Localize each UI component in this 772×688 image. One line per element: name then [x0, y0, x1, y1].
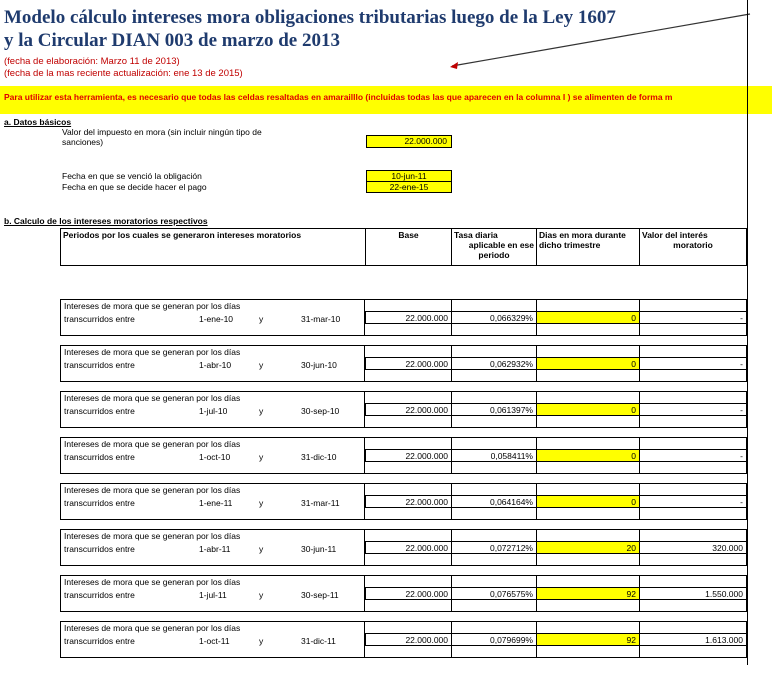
- row-text-2: transcurridos entre: [64, 636, 135, 646]
- row-end-date: 31-mar-11: [301, 498, 340, 508]
- row-y: y: [259, 314, 264, 324]
- row-label: [60, 529, 365, 566]
- row-label: [60, 391, 365, 428]
- banner-text: Para utilizar esta herramienta, es necesario que todas las celdas resaltadas en amarailllo (incluidas todas las que aparecen en la columna I ) se alimenten de forma m: [4, 92, 673, 102]
- row-text-2: transcurridos entre: [64, 590, 135, 600]
- row-text-2: transcurridos entre: [64, 360, 135, 370]
- header-dias: [536, 228, 640, 266]
- vencio-input[interactable]: 10-jun-11: [366, 170, 452, 182]
- dias-input[interactable]: 20: [536, 541, 640, 554]
- row-start-date: 1-oct-10: [199, 452, 231, 462]
- dias-input[interactable]: 0: [536, 311, 640, 324]
- header-dias-line-1: Dias en mora durante: [539, 230, 626, 240]
- row-end-date: 30-jun-10: [301, 360, 337, 370]
- row-y: y: [259, 498, 264, 508]
- impuesto-label-line-1: Valor del impuesto en mora (sin incluir ningún tipo de: [62, 127, 262, 137]
- row-y: y: [259, 636, 264, 646]
- valor-value: 1.613.000: [639, 633, 747, 646]
- vencio-label: Fecha en que se venció la obligación: [62, 171, 202, 181]
- impuesto-input[interactable]: 22.000.000: [366, 135, 452, 148]
- base-value: 22.000.000: [365, 449, 452, 462]
- valor-value: -: [639, 403, 747, 416]
- pago-label: Fecha en que se decide hacer el pago: [62, 182, 207, 192]
- tasa-value: 0,061397%: [451, 403, 537, 416]
- impuesto-label-line-2: sanciones): [62, 137, 104, 147]
- section-a-heading: a. Datos básicos: [4, 117, 72, 127]
- dias-input[interactable]: 0: [536, 449, 640, 462]
- header-periodos: Periodos por los cuales se generaron intereses moratorios: [60, 228, 366, 266]
- row-text-2: transcurridos entre: [64, 544, 135, 554]
- base-value: 22.000.000: [365, 311, 452, 324]
- row-start-date: 1-oct-11: [199, 636, 230, 646]
- base-value: 22.000.000: [365, 403, 452, 416]
- tasa-value: 0,079699%: [451, 633, 537, 646]
- row-text-2: transcurridos entre: [64, 498, 135, 508]
- row-label: [60, 575, 365, 612]
- header-valor-line-1: Valor del interés: [642, 230, 708, 240]
- header-tasa-line-2: aplicable en ese: [468, 240, 534, 250]
- row-label: [60, 345, 365, 382]
- row-text-1: Intereses de mora que se generan por los días: [64, 623, 241, 633]
- row-end-date: 31-mar-10: [301, 314, 341, 324]
- table-row: [60, 575, 747, 612]
- page-title: [4, 6, 616, 52]
- dias-input[interactable]: 92: [536, 587, 640, 600]
- valor-value: -: [639, 357, 747, 370]
- row-start-date: 1-ene-10: [199, 314, 234, 324]
- row-label: [60, 483, 365, 520]
- header-tasa-line-1: Tasa diaria: [454, 230, 498, 240]
- row-end-date: 31-dic-11: [301, 636, 336, 646]
- row-text-1: Intereses de mora que se generan por los días: [64, 347, 241, 357]
- base-value: 22.000.000: [365, 633, 452, 646]
- row-text-1: Intereses de mora que se generan por los días: [64, 393, 241, 403]
- title-line-2: y la Circular DIAN 003 de marzo de 2013: [4, 30, 340, 51]
- dias-input[interactable]: 0: [536, 403, 640, 416]
- right-border-line: [747, 0, 748, 665]
- row-y: y: [259, 406, 264, 416]
- header-base: Base: [365, 228, 452, 266]
- row-start-date: 1-abr-10: [199, 360, 232, 370]
- row-text-1: Intereses de mora que se generan por los días: [64, 439, 241, 449]
- row-start-date: 1-ene-11: [199, 498, 233, 508]
- row-end-date: 30-sep-11: [301, 590, 339, 600]
- row-end-date: 30-jun-11: [301, 544, 337, 554]
- instruction-banner: [0, 86, 772, 114]
- tasa-value: 0,064164%: [451, 495, 537, 508]
- base-value: 22.000.000: [365, 587, 452, 600]
- tasa-value: 0,062932%: [451, 357, 537, 370]
- dias-input[interactable]: 92: [536, 633, 640, 646]
- tasa-value: 0,066329%: [451, 311, 537, 324]
- row-text-1: Intereses de mora que se generan por los días: [64, 577, 241, 587]
- tasa-value: 0,076575%: [451, 587, 537, 600]
- table-row: [60, 299, 747, 336]
- row-end-date: 30-sep-10: [301, 406, 340, 416]
- row-start-date: 1-jul-11: [199, 590, 227, 600]
- base-value: 22.000.000: [365, 495, 452, 508]
- row-text-2: transcurridos entre: [64, 314, 135, 324]
- dias-input[interactable]: 0: [536, 357, 640, 370]
- table-row: [60, 345, 747, 382]
- title-line-1: Modelo cálculo intereses mora obligaciones tributarias luego de la Ley 1607: [4, 7, 616, 28]
- row-text-2: transcurridos entre: [64, 406, 135, 416]
- header-valor-line-2: moratorio: [673, 240, 713, 250]
- valor-value: 320.000: [639, 541, 747, 554]
- table-row: [60, 621, 747, 658]
- impuesto-label: [62, 127, 262, 147]
- pago-input[interactable]: 22-ene-15: [366, 181, 452, 193]
- tasa-value: 0,058411%: [451, 449, 537, 462]
- section-b-heading: b. Calculo de los intereses moratorios respectivos: [4, 216, 208, 226]
- subtitle-elaboracion: (fecha de elaboración: Marzo 11 de 2013): [4, 56, 180, 67]
- row-text-1: Intereses de mora que se generan por los días: [64, 485, 241, 495]
- header-tasa: [451, 228, 537, 266]
- row-y: y: [259, 590, 264, 600]
- header-valor: [639, 228, 747, 266]
- valor-value: -: [639, 311, 747, 324]
- subtitle-actualizacion: (fecha de la mas reciente actualización: ene 13 de 2015): [4, 68, 243, 79]
- row-text-1: Intereses de mora que se generan por los días: [64, 301, 241, 311]
- row-label: [60, 299, 365, 336]
- table-row: [60, 483, 747, 520]
- row-y: y: [259, 544, 264, 554]
- dias-input[interactable]: 0: [536, 495, 640, 508]
- row-start-date: 1-jul-10: [199, 406, 228, 416]
- row-label: [60, 437, 365, 474]
- row-start-date: 1-abr-11: [199, 544, 231, 554]
- table-row: [60, 391, 747, 428]
- tasa-value: 0,072712%: [451, 541, 537, 554]
- row-y: y: [259, 360, 264, 370]
- row-end-date: 31-dic-10: [301, 452, 337, 462]
- row-y: y: [259, 452, 264, 462]
- row-text-2: transcurridos entre: [64, 452, 135, 462]
- row-label: [60, 621, 365, 658]
- valor-value: -: [639, 449, 747, 462]
- base-value: 22.000.000: [365, 541, 452, 554]
- base-value: 22.000.000: [365, 357, 452, 370]
- table-row: [60, 437, 747, 474]
- table-row: [60, 529, 747, 566]
- header-tasa-line-3: periodo: [478, 250, 510, 260]
- valor-value: 1.550.000: [639, 587, 747, 600]
- row-text-1: Intereses de mora que se generan por los días: [64, 531, 241, 541]
- valor-value: -: [639, 495, 747, 508]
- header-dias-line-2: dicho trimestre: [539, 240, 601, 250]
